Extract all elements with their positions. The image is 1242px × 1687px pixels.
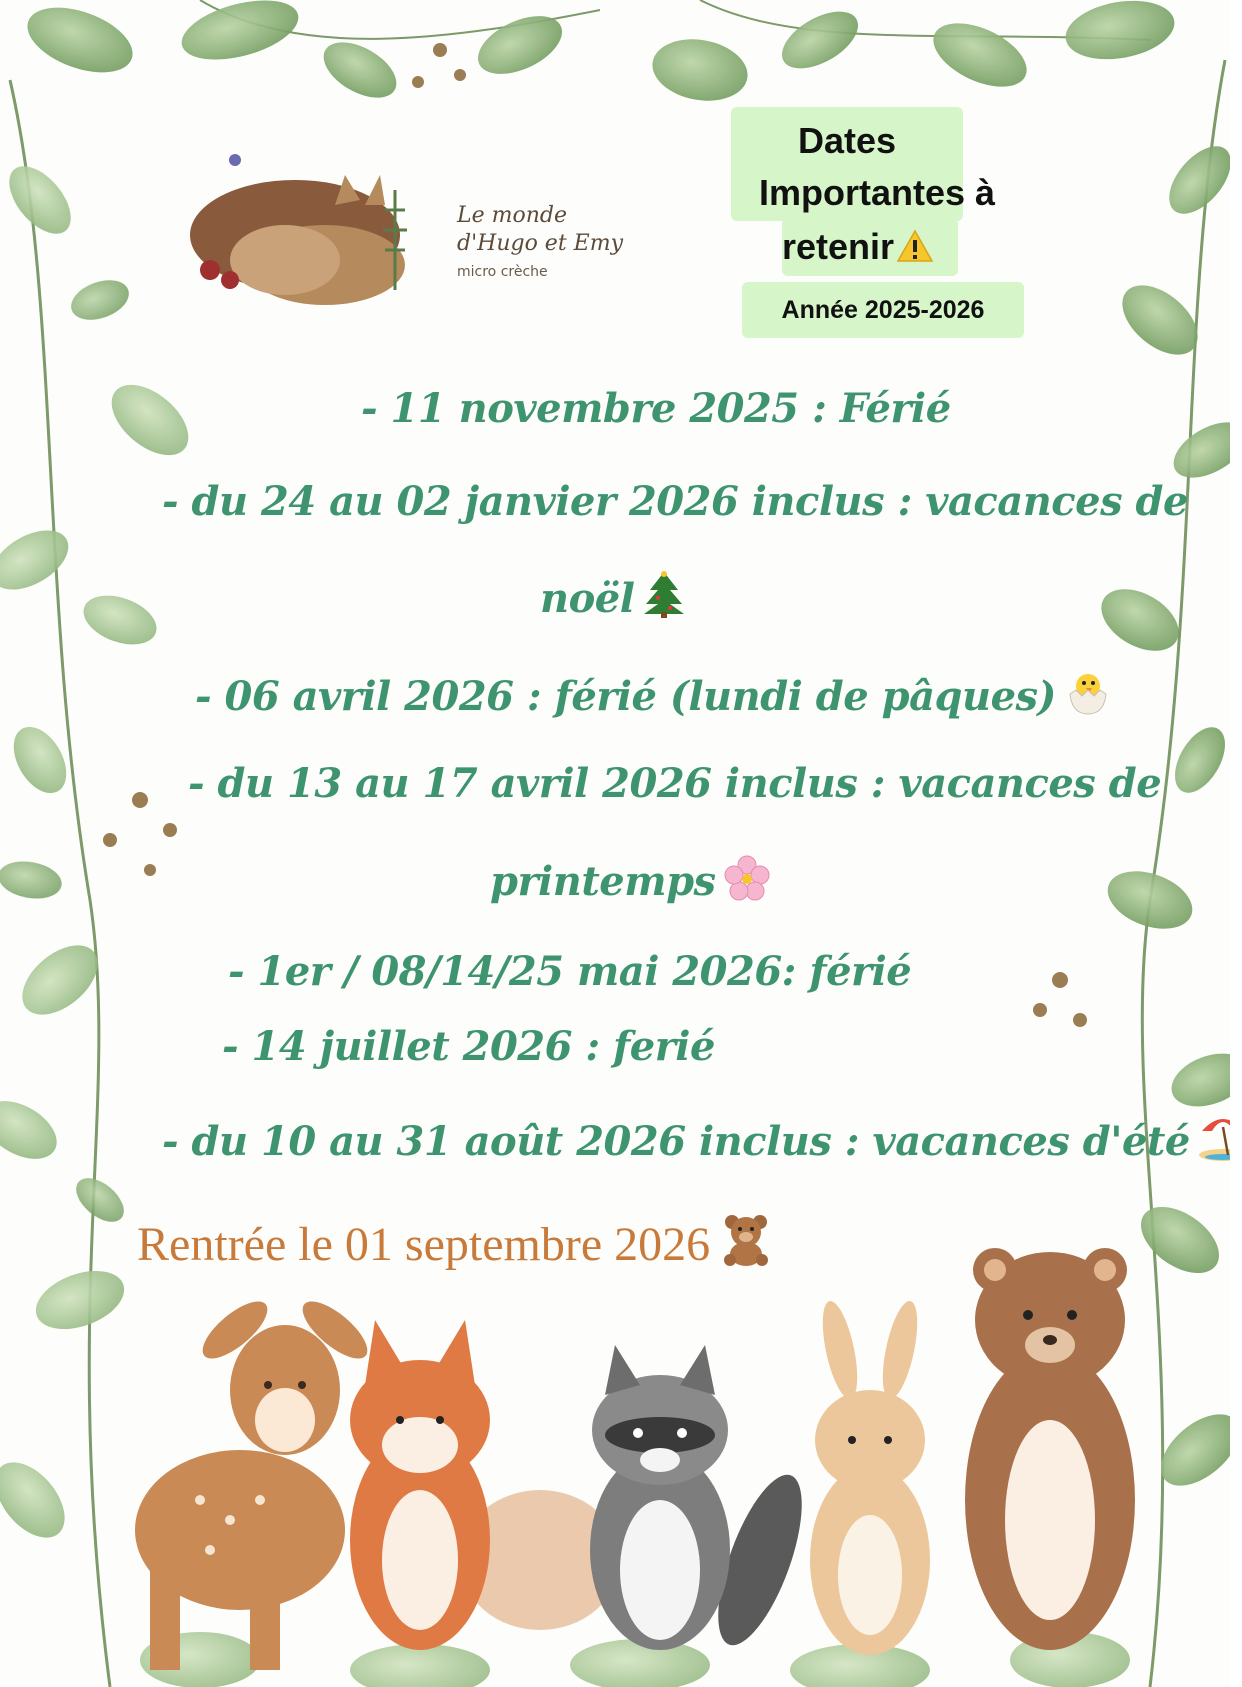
date-line-4-text: - 06 avril 2026 : férié (lundi de pâques) (195, 673, 1056, 720)
date-line-4 (195, 668, 1112, 720)
fox-illustration (350, 1320, 620, 1650)
back-to-school-text: Rentrée le 01 septembre 2026 (137, 1218, 711, 1271)
date-line-3-text: noël (540, 575, 635, 622)
fawns-logo-illustration (175, 150, 445, 340)
date-line-9 (162, 1113, 1242, 1165)
date-line-2: - du 24 au 02 janvier 2026 inclus : vacances de (162, 478, 1188, 525)
date-line-6 (490, 855, 770, 905)
christmas-tree-icon (642, 570, 686, 618)
date-line-8: - 14 juillet 2026 : ferié (222, 1023, 715, 1070)
title-line1: Dates (797, 120, 897, 161)
bunny-illustration (810, 1298, 930, 1655)
logo-name-line1: Le monde (457, 203, 567, 228)
date-line-3 (540, 570, 686, 622)
raccoon-illustration (590, 1345, 819, 1655)
date-line-7: - 1er / 08/14/25 mai 2026: férié (228, 948, 912, 995)
date-line-5: - du 13 au 17 avril 2026 inclus : vacances de (188, 760, 1162, 807)
bear-illustration (965, 1248, 1135, 1650)
title-line3-text: retenir (782, 226, 895, 267)
date-line-1: - 11 novembre 2025 : Férié (361, 385, 951, 432)
hatching-chick-icon (1064, 668, 1112, 716)
school-year: Année 2025-2026 (781, 296, 985, 324)
deer-illustration (135, 1292, 376, 1670)
title-line2: Importantes à (758, 172, 996, 213)
right-margin (1230, 0, 1242, 1687)
date-line-6-text: printemps (490, 858, 716, 905)
logo-name-line2: d'Hugo et Emy (457, 231, 624, 256)
cherry-blossom-icon (724, 855, 770, 901)
creche-logo (175, 150, 635, 340)
date-line-9-text: - du 10 au 31 août 2026 inclus : vacances d'été (162, 1118, 1190, 1165)
logo-subtitle: micro crèche (457, 264, 548, 280)
teddy-bear-icon (718, 1212, 774, 1266)
title-line3 (782, 226, 934, 268)
back-to-school-notice (137, 1212, 774, 1272)
warning-icon (896, 229, 934, 263)
